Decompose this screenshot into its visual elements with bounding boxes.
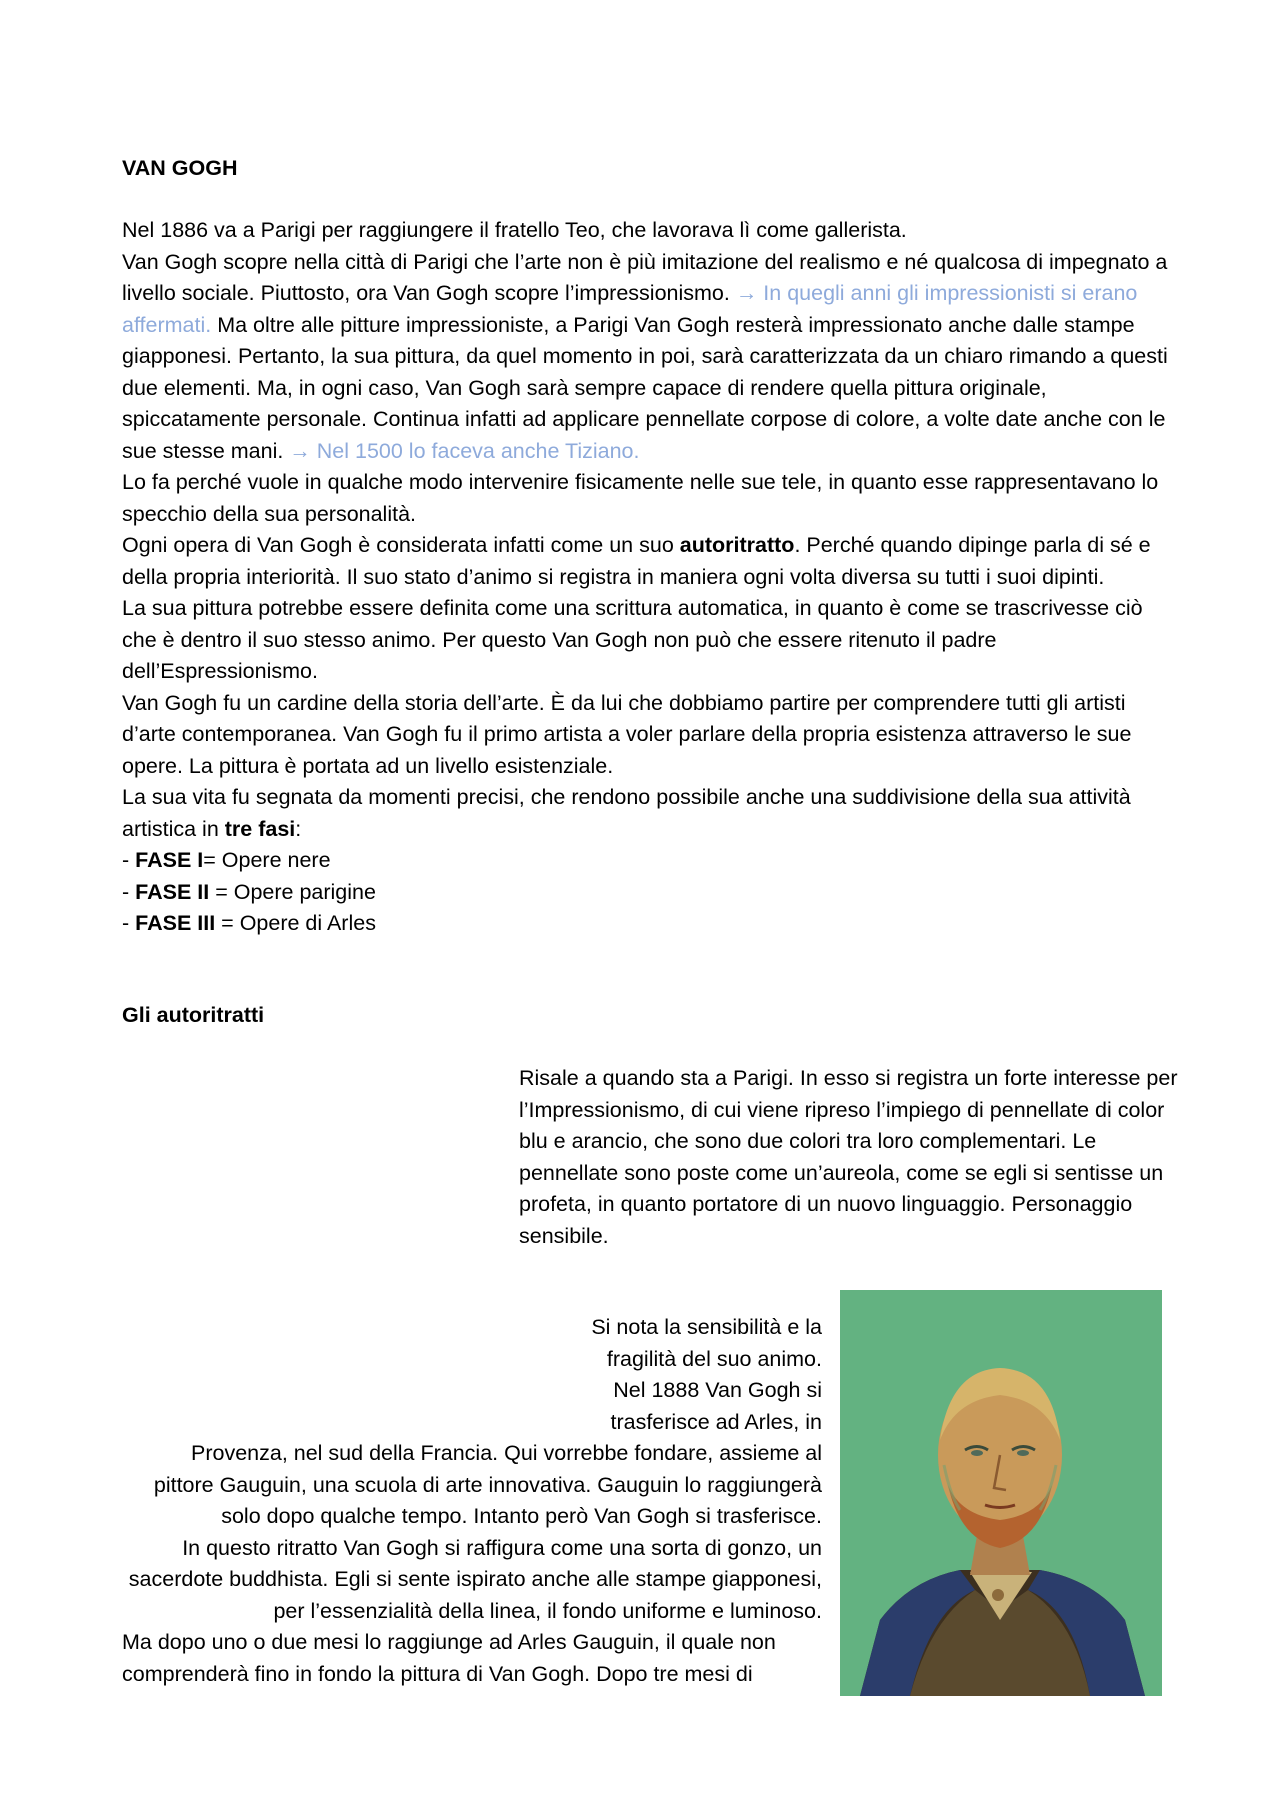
- fase-prefix: -: [122, 879, 136, 904]
- paragraph-2-text-b: Ma oltre alle pitture impressioniste, a Parigi Van Gogh resterà impressionato anche dalle stampe giapponesi. Pertanto, la sua pittura, da quel momento in poi, sarà caratterizzata da un chiaro rimando a questi due elementi. Ma, in ogni caso, Van Gogh sarà sempre capace di rendere quella pittura originale, spiccatamente personale. Continua infatti ad applicare pennellate corpose di colore, a volte date anche con le sue stesse mani.: [122, 312, 1168, 463]
- list-item: [122, 845, 1170, 877]
- paragraph-6: Van Gogh fu un cardine della storia dell’arte. È da lui che dobbiamo partire per comprendere tutti gli artisti d’arte contemporanea. Van Gogh fu il primo artista a voler parlare della propria esistenza attraverso le sue opere. La pittura è portata ad un livello esistenziale.: [122, 690, 1132, 778]
- list-item: [122, 908, 1170, 940]
- text-line: Si nota la sensibilità e la: [591, 1315, 822, 1339]
- intro-section: [122, 215, 1170, 940]
- fase-prefix: -: [122, 848, 136, 872]
- fase-text: = Opere di Arles: [215, 911, 376, 935]
- paragraph-2: [122, 247, 1170, 468]
- paragraph-4-text-b: . Perché quando dipinge parla di sé e della propria interiorità. Il suo stato d’animo si registra in maniera ogni volta diversa su tutti i suoi dipinti.: [122, 533, 1151, 589]
- fase-text: = Opere parigine: [209, 879, 376, 904]
- self-portrait-painting: [840, 1290, 1162, 1696]
- fasi-list: [122, 845, 1170, 940]
- paragraph-4-text-a: Ogni opera di Van Gogh è considerata infatti come un suo: [122, 533, 680, 557]
- fase-text: = Opere nere: [203, 848, 331, 872]
- side-note-tiziano: → Nel 1500 lo faceva anche Tiziano.: [289, 438, 640, 463]
- keyword-autoritratto: autoritratto: [679, 533, 795, 557]
- document-title: VAN GOGH: [122, 156, 238, 180]
- text-line: solo dopo qualche tempo. Intanto però Van Gogh si trasferisce.: [221, 1504, 822, 1528]
- text-line: sacerdote buddhista. Egli si sente ispirato anche alle stampe giapponesi,: [128, 1567, 822, 1591]
- paragraph-7-text-a: La sua vita fu segnata da momenti precisi, che rendono possibile anche una suddivisione della sua attività artistica in: [122, 785, 1131, 841]
- fase-label: FASE II: [135, 879, 210, 904]
- fase-label: FASE I: [135, 848, 204, 872]
- fase-prefix: -: [122, 911, 136, 935]
- section-title: Gli autoritratti: [122, 1003, 265, 1027]
- text-line: Ma dopo uno o due mesi lo raggiunge ad Arles Gauguin, il quale non: [122, 1630, 776, 1654]
- text-line: trasferisce ad Arles, in: [610, 1409, 822, 1434]
- text-line: fragilità del suo animo.: [606, 1346, 822, 1371]
- paragraph-parigi: Risale a quando sta a Parigi. In esso si registra un forte interesse per l’Impressionismo, di cui viene ripreso l’impiego di pennellate di color blu e arancio, che sono due colori tra loro complementari. Le pennellate sono poste come un’aureola, come se egli si sentisse un profeta, in quanto portatore di un nuovo linguaggio. Personaggio sensibile.: [519, 1066, 1178, 1248]
- text-line: In questo ritratto Van Gogh si raffigura come una sorta di gonzo, un: [182, 1535, 822, 1560]
- side-note-impressionisti: → In quegli anni gli impressionisti si erano affermati.: [122, 281, 1138, 337]
- paragraph-3: Lo fa perché vuole in qualche modo intervenire fisicamente nelle sue tele, in quanto esse rappresentavano lo specchio della sua personalità.: [122, 470, 1159, 526]
- autoritratto-arles-description: [122, 1312, 822, 1627]
- gauguin-paragraph: [122, 1627, 822, 1690]
- paragraph-2-text-a: Van Gogh scopre nella città di Parigi che l’arte non è più imitazione del realismo e né qualcosa di impegnato a livello sociale. Piuttosto, ora Van Gogh scopre l’impressionismo.: [122, 249, 1168, 305]
- autoritratto-parigi-description: [519, 1063, 1179, 1252]
- paragraph-4: [122, 530, 1170, 593]
- paragraph-5: La sua pittura potrebbe essere definita come una scrittura automatica, in quanto è come se trascrivesse ciò che è dentro il suo stesso animo. Per questo Van Gogh non può che essere ritenuto il padre dell’Espressionismo.: [122, 596, 1143, 683]
- keyword-tre-fasi: tre fasi: [224, 816, 296, 841]
- text-line: comprenderà fino in fondo la pittura di Van Gogh. Dopo tre mesi di: [122, 1661, 753, 1686]
- fase-label: FASE III: [135, 911, 216, 935]
- paragraph-7-text-b: :: [295, 816, 302, 841]
- text-line: Provenza, nel sud della Francia. Qui vorrebbe fondare, assieme al: [190, 1441, 822, 1465]
- paragraph-1: Nel 1886 va a Parigi per raggiungere il fratello Teo, che lavorava lì come gallerista.: [122, 218, 907, 242]
- list-item: [122, 877, 1170, 909]
- text-line: pittore Gauguin, una scuola di arte innovativa. Gauguin lo raggiungerà: [153, 1472, 822, 1497]
- text-line: Nel 1888 Van Gogh si: [613, 1378, 822, 1402]
- paragraph-7: [122, 782, 1170, 845]
- text-line: per l’essenzialità della linea, il fondo uniforme e luminoso.: [273, 1598, 822, 1623]
